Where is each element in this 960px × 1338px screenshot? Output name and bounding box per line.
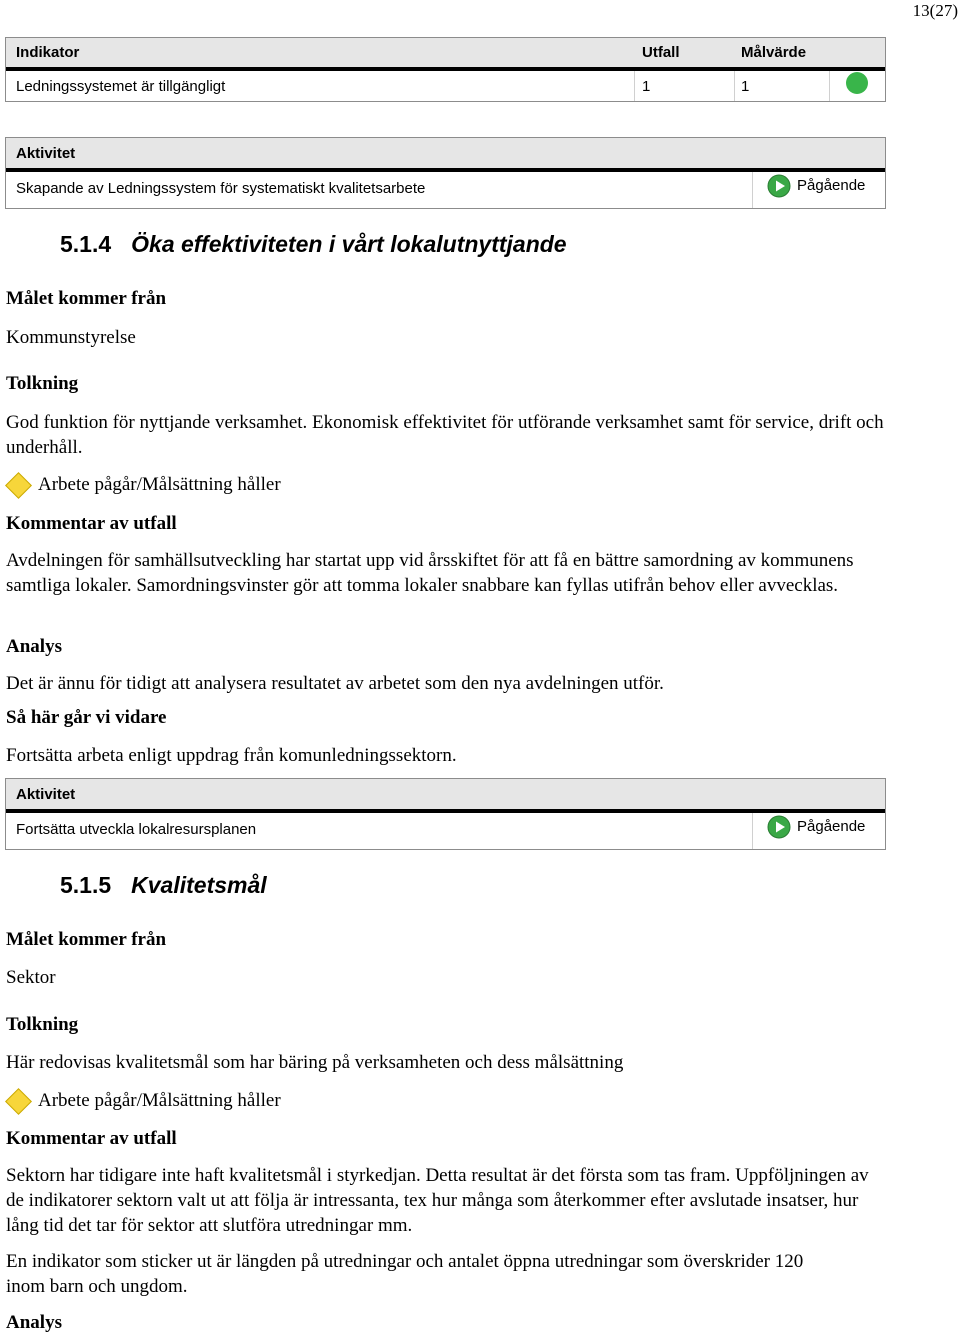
activity-table-header [6,779,885,813]
play-icon [767,815,791,839]
section-title: Kvalitetsmål [131,872,267,898]
activity-header-label: Aktivitet [16,145,76,162]
comment-text-1: Sektorn har tidigare inte haft kvalitetsmål i styrkedjan. Detta resultat är det första som tas fram. Uppföljningen av de indikatorer sektorn valt ut att följa är intressanta, tex hur många som återkommer efter avslutade insatser, hur lång tid det tar för sektor att slutföra utredningar mm. [6,1165,869,1236]
from-label: Målet kommer från [6,929,167,950]
section-heading-515 [60,872,267,899]
activity-name: Fortsätta utveckla lokalresursplanen [16,821,257,838]
activity-status-label: Pågående [797,817,866,835]
analys-text: Det är ännu för tidigt att analysera resultatet av arbetet som den nya avdelningen utför. [6,673,664,694]
play-icon [767,174,791,198]
table-row [6,813,885,849]
activity-table-1 [5,137,886,209]
comment-text-2: En indikator som sticker ut är längden på utredningar och antalet öppna utredningar som överskrider 120 inom barn och ungdom. [6,1251,804,1297]
tolkning-label: Tolkning [6,1014,79,1035]
next-steps-label: Så här går vi vidare [6,707,167,728]
comment-text: Avdelningen för samhällsutveckling har startat upp vid årsskiftet för att få en bättre samordning av kommunens samtliga lokaler. Samordningsvinster gör att tomma lokaler snabbare kan fyllas utifrån behov eller avvecklas. [6,550,854,596]
analys-label: Analys [6,1312,62,1333]
comment-label: Kommentar av utfall [6,513,177,534]
indicator-malvarde: 1 [741,78,750,95]
from-value: Sektor [6,967,56,988]
activity-table-header [6,138,885,172]
activity-status [767,815,865,839]
from-value: Kommunstyrelse [6,327,136,348]
indicator-table-header [6,38,885,71]
goal-status-text: Arbete pågår/Målsättning håller [38,474,281,495]
col-header-utfall: Utfall [642,44,680,61]
table-row [6,172,885,208]
section-number: 5.1.4 [60,231,112,257]
from-label: Målet kommer från [6,288,167,309]
analys-label: Analys [6,636,62,657]
page-number: 13(27) [912,1,958,20]
section-number: 5.1.5 [60,872,112,898]
indicator-utfall: 1 [642,78,651,95]
activity-status [767,174,865,198]
activity-name: Skapande av Ledningssystem för systematiskt kvalitetsarbete [16,180,426,197]
yellow-diamond-icon [5,1088,32,1115]
section-heading-514 [60,231,567,258]
tolkning-text: Här redovisas kvalitetsmål som har bäring på verksamheten och dess målsättning [6,1052,624,1073]
activity-status-label: Pågående [797,176,866,194]
indicator-table [5,37,886,102]
goal-status [6,474,281,496]
col-header-indikator: Indikator [16,44,80,61]
table-row [6,71,885,101]
activity-table-2 [5,778,886,850]
next-steps-text: Fortsätta arbeta enligt uppdrag från komunledningssektorn. [6,745,457,766]
comment-label: Kommentar av utfall [6,1128,177,1149]
goal-status [6,1090,281,1112]
goal-status-text: Arbete pågår/Målsättning håller [38,1090,281,1111]
tolkning-text: God funktion för nyttjande verksamhet. Ekonomisk effektivitet för utförande verksamhet samt för service, drift och underhåll. [6,412,884,458]
yellow-diamond-icon [5,472,32,499]
green-circle-icon [846,72,868,94]
tolkning-label: Tolkning [6,373,79,394]
activity-header-label: Aktivitet [16,786,76,803]
section-title: Öka effektiviteten i vårt lokalutnyttjande [131,231,567,257]
col-header-malvarde: Målvärde [741,44,807,61]
indicator-name: Ledningssystemet är tillgängligt [16,78,226,95]
